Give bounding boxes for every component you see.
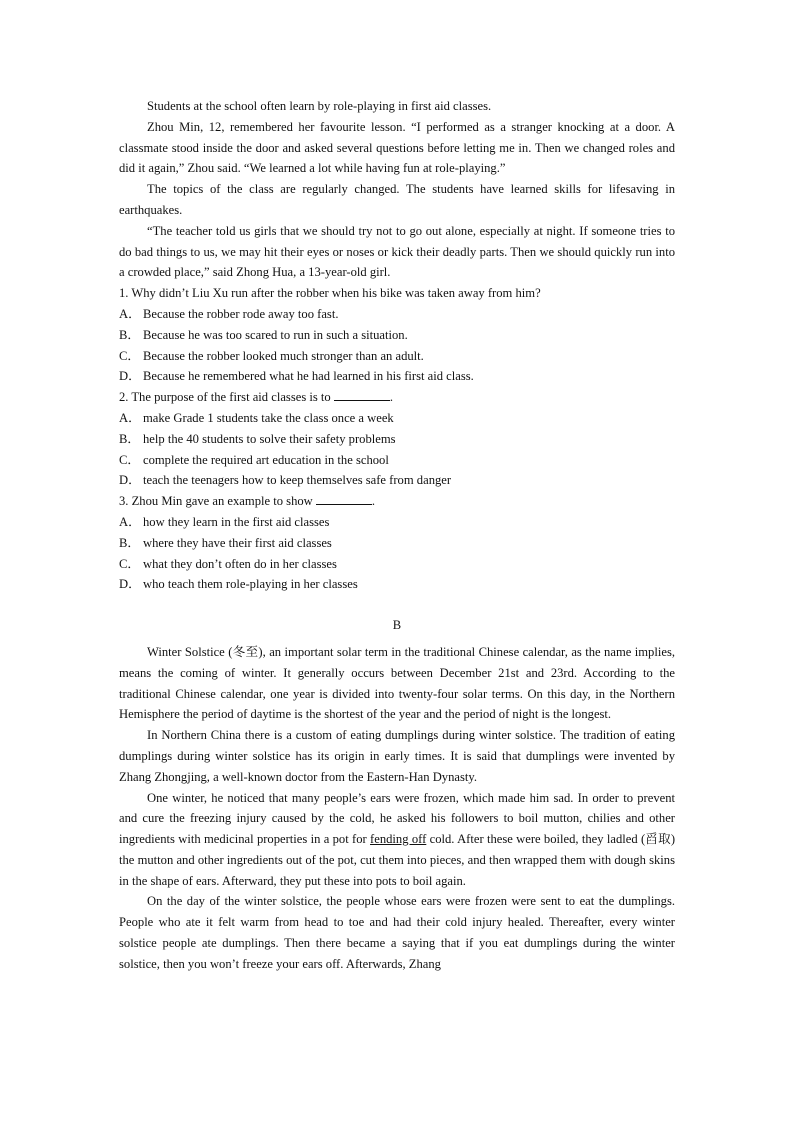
question-3-option-d (119, 574, 675, 595)
option-text: Because the robber rode away too fast. (143, 306, 339, 321)
question-3-option-a (119, 512, 675, 533)
answer-blank (334, 388, 390, 401)
option-text: who teach them role-playing in her classes (143, 577, 358, 592)
question-1-option-b (119, 325, 675, 346)
paragraph-text: One winter, he noticed that many people’s ears were frozen, which made him sad. In order to prevent and cure the freezing injury caused by the cold, he asked his followers to boil mutton, chilies and other ingredients with medicinal properties in a pot for (119, 790, 675, 847)
passage-a-paragraph-2: Zhou Min, 12, remembered her favourite lesson. “I performed as a stranger knocking at a door. A classmate stood inside the door and asked several questions before letting me in. Then we changed roles and did it again,” Zhou said. “We learned a lot while having fun at role-playing.” (119, 119, 675, 176)
answer-blank (316, 492, 372, 505)
question-2-stem (119, 387, 675, 408)
option-letter: A． (119, 306, 141, 321)
option-letter: C． (119, 452, 140, 467)
passage-b-paragraph-3 (119, 788, 675, 892)
passage-b-paragraph-2: In Northern China there is a custom of eating dumplings during winter solstice. The tradition of eating dumplings during winter solstice has its origin in early times. It is said that dumplings were invented by Zhang Zhongjing, a well-known doctor from the Eastern-Han Dynasty. (119, 728, 675, 784)
passage-b-paragraph-4: On the day of the winter solstice, the people whose ears were frozen were sent to eat the dumplings. People who ate it felt warm from head to toe and had their cold injury healed. Thereafter, every winter solstice people ate dumplings. Then there became a saying that if you eat dumplings during the winter solstice, then you won’t freeze your ears off. Afterwards, Zhang (119, 894, 675, 971)
question-1-stem: 1. Why didn’t Liu Xu run after the robber when his bike was taken away from him? (119, 286, 541, 301)
document-page (119, 96, 675, 975)
option-letter: B． (119, 535, 140, 550)
question-1-option-c (119, 346, 675, 367)
question-3-option-b (119, 533, 675, 554)
passage-a-paragraph-4: “The teacher told us girls that we should try not to go out alone, especially at night. If someone tries to do bad things to us, we may hit their eyes or noses or kick their deadly parts. Then we should quickly run into a crowded place,” said Zhong Hua, a 13-year-old girl. (119, 223, 675, 280)
option-text: make Grade 1 students take the class once a week (143, 410, 394, 425)
option-text: complete the required art education in the school (143, 452, 389, 467)
option-letter: B． (119, 327, 140, 342)
option-text: help the 40 students to solve their safety problems (143, 431, 396, 446)
question-2-option-d (119, 470, 675, 491)
option-text: Because he was too scared to run in such a situation. (143, 327, 408, 342)
option-text: how they learn in the first aid classes (143, 514, 330, 529)
question-2-option-c (119, 450, 675, 471)
option-text: Because the robber looked much stronger than an adult. (143, 348, 424, 363)
underlined-phrase: fending off (370, 832, 427, 847)
question-3-stem (119, 491, 675, 512)
option-letter: D． (119, 369, 141, 384)
question-2-option-a (119, 408, 675, 429)
question-3-stem-end: . (371, 494, 376, 509)
option-letter: D． (119, 577, 141, 592)
option-letter: B． (119, 431, 140, 446)
option-letter: D． (119, 473, 141, 488)
option-text: where they have their first aid classes (143, 535, 332, 550)
option-letter: A． (119, 514, 141, 529)
paragraph-text: cold. After these were boiled, they ladled (舀取) the mutton and other ingredients out of the pot, cut them into pieces, and then wrapped them with dough skins in the shape of ears. Afterward, they put these into pots to boil again. (119, 832, 676, 888)
option-letter: C． (119, 556, 140, 571)
option-letter: C． (119, 348, 140, 363)
question-1-option-a (119, 304, 675, 325)
question-2-stem-end: . (389, 390, 394, 405)
passage-a-paragraph-3: The topics of the class are regularly changed. The students have learned skills for lifesaving in earthquakes. (119, 182, 675, 217)
passage-a-paragraph-1: Students at the school often learn by role-playing in first aid classes. (147, 99, 492, 113)
question-2-option-b (119, 429, 675, 450)
question-3-stem-text: 3. Zhou Min gave an example to show (119, 494, 313, 509)
section-b-title: B (392, 618, 402, 633)
passage-b-paragraph-1: Winter Solstice (冬至), an important solar term in the traditional Chinese calendar, as the name implies, means the coming of winter. It generally occurs between December 21st and 23rd. According to the traditional Chinese calendar, one year is divided into twenty-four solar terms. On this day, in the Northern Hemisphere the period of daytime is the shortest of the year and the period of night is the longest. (119, 644, 675, 722)
option-letter: A． (119, 410, 141, 425)
option-text: Because he remembered what he had learned in his first aid class. (143, 369, 474, 384)
question-2-stem-text: 2. The purpose of the first aid classes is to (119, 390, 331, 405)
question-3-option-c (119, 554, 675, 575)
question-1-option-d (119, 366, 675, 387)
option-text: teach the teenagers how to keep themselves safe from danger (143, 473, 452, 488)
option-text: what they don’t often do in her classes (143, 556, 337, 571)
